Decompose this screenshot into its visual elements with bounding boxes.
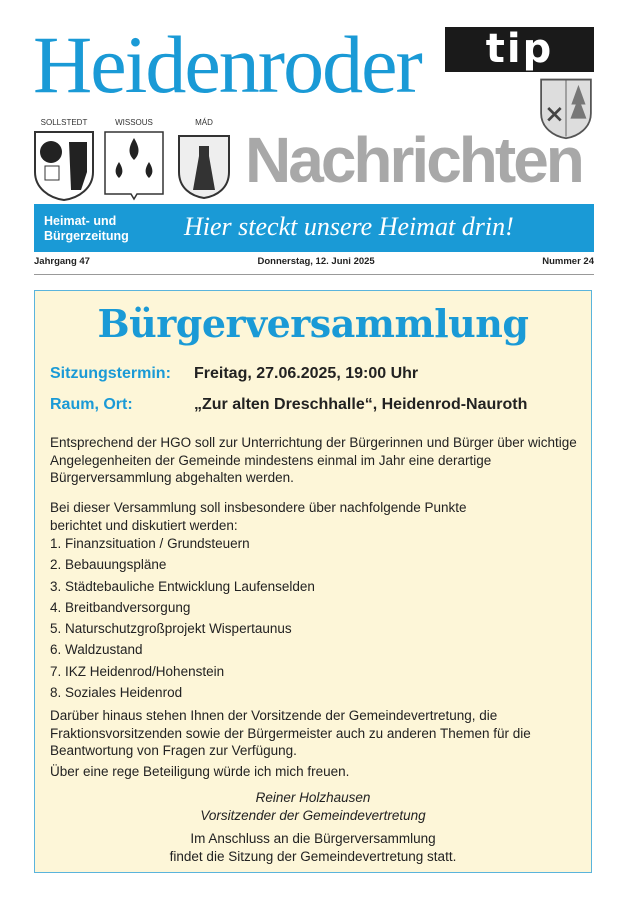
list-item: 1. Finanzsituation / Grundsteuern xyxy=(50,536,250,551)
volume: Jahrgang 47 xyxy=(34,256,90,267)
issue-number: Nummer 24 xyxy=(542,256,594,267)
notice-box xyxy=(34,290,592,873)
crest-mad xyxy=(172,118,236,207)
subtitle-line: Heimat- und xyxy=(44,214,117,228)
place-label: Raum, Ort: xyxy=(50,396,133,413)
sollstedt-crest-icon xyxy=(33,130,95,202)
signer-role: Vorsitzender der Gemeindevertretung xyxy=(200,808,426,823)
town-label: MÁD xyxy=(195,118,213,127)
signer-name: Reiner Holzhausen xyxy=(255,790,371,805)
list-item: 6. Waldzustand xyxy=(50,642,143,658)
lead-text: Bei dieser Versammlung soll insbesondere über nachfolgende Punkte berichtet und diskutiert werden: xyxy=(50,500,467,533)
list-item: 5. Naturschutzgroßprojekt Wispertaunus xyxy=(50,621,292,637)
list-item: 2. Bebauungspläne xyxy=(50,557,167,573)
masthead-band xyxy=(34,204,594,252)
list-item: 7. IKZ Heidenrod/Hohenstein xyxy=(50,663,225,679)
slogan: Hier steckt unsere Heimat drin! xyxy=(184,212,514,241)
subtitle-line: Bürgerzeitung xyxy=(44,229,129,243)
crest-wissous xyxy=(102,118,166,207)
issue-info xyxy=(34,256,594,267)
issue-date: Donnerstag, 12. Juni 2025 xyxy=(257,256,375,267)
date-label: Sitzungstermin: xyxy=(50,365,171,382)
tip-logo: tip xyxy=(445,27,594,72)
outro-text: Darüber hinaus stehen Ihnen der Vorsitzende der Gemeindevertretung, die Fraktionsvorsitzenden sowie der Bürgermeister auch zu anderen Themen für die Beantwortung von Fragen zur Verfügung. xyxy=(50,708,531,758)
agenda-list xyxy=(50,535,578,705)
list-item: 4. Breitbandversorgung xyxy=(50,599,191,615)
intro-text: Entsprechend der HGO soll zur Unterrichtung der Bürgerinnen und Bürger über wichtige Angelegenheiten der Gemeinde mindestens einmal im Jahr eine derartige Bürgerversammlung abgehalten werden. xyxy=(50,435,577,485)
place-value: „Zur alten Dreschhalle“, Heidenrod-Nauroth xyxy=(194,396,528,413)
masthead-title: Heidenroder xyxy=(33,19,421,110)
footer-line: Im Anschluss an die Bürgerversammlung xyxy=(190,831,436,846)
date-value: Freitag, 27.06.2025, 19:00 Uhr xyxy=(194,365,419,382)
place-row xyxy=(50,396,527,414)
notice-heading: Bürgerversammlung xyxy=(97,301,529,346)
town-label: SOLLSTEDT xyxy=(40,118,88,127)
crest-sollstedt xyxy=(32,118,96,207)
town-label: WISSOUS xyxy=(115,118,153,127)
date-row xyxy=(50,365,418,383)
masthead-title-2: Nachrichten xyxy=(245,124,582,196)
wissous-crest-icon xyxy=(103,130,165,202)
footer-line: findet die Sitzung der Gemeindevertretung statt. xyxy=(169,849,457,864)
mad-crest-icon xyxy=(173,130,235,202)
closing-text: Über eine rege Beteiligung würde ich mich freuen. xyxy=(50,764,350,779)
list-item: 8. Soziales Heidenrod xyxy=(50,685,183,701)
divider xyxy=(34,274,594,275)
list-item: 3. Städtebauliche Entwicklung Laufenselden xyxy=(50,578,315,594)
